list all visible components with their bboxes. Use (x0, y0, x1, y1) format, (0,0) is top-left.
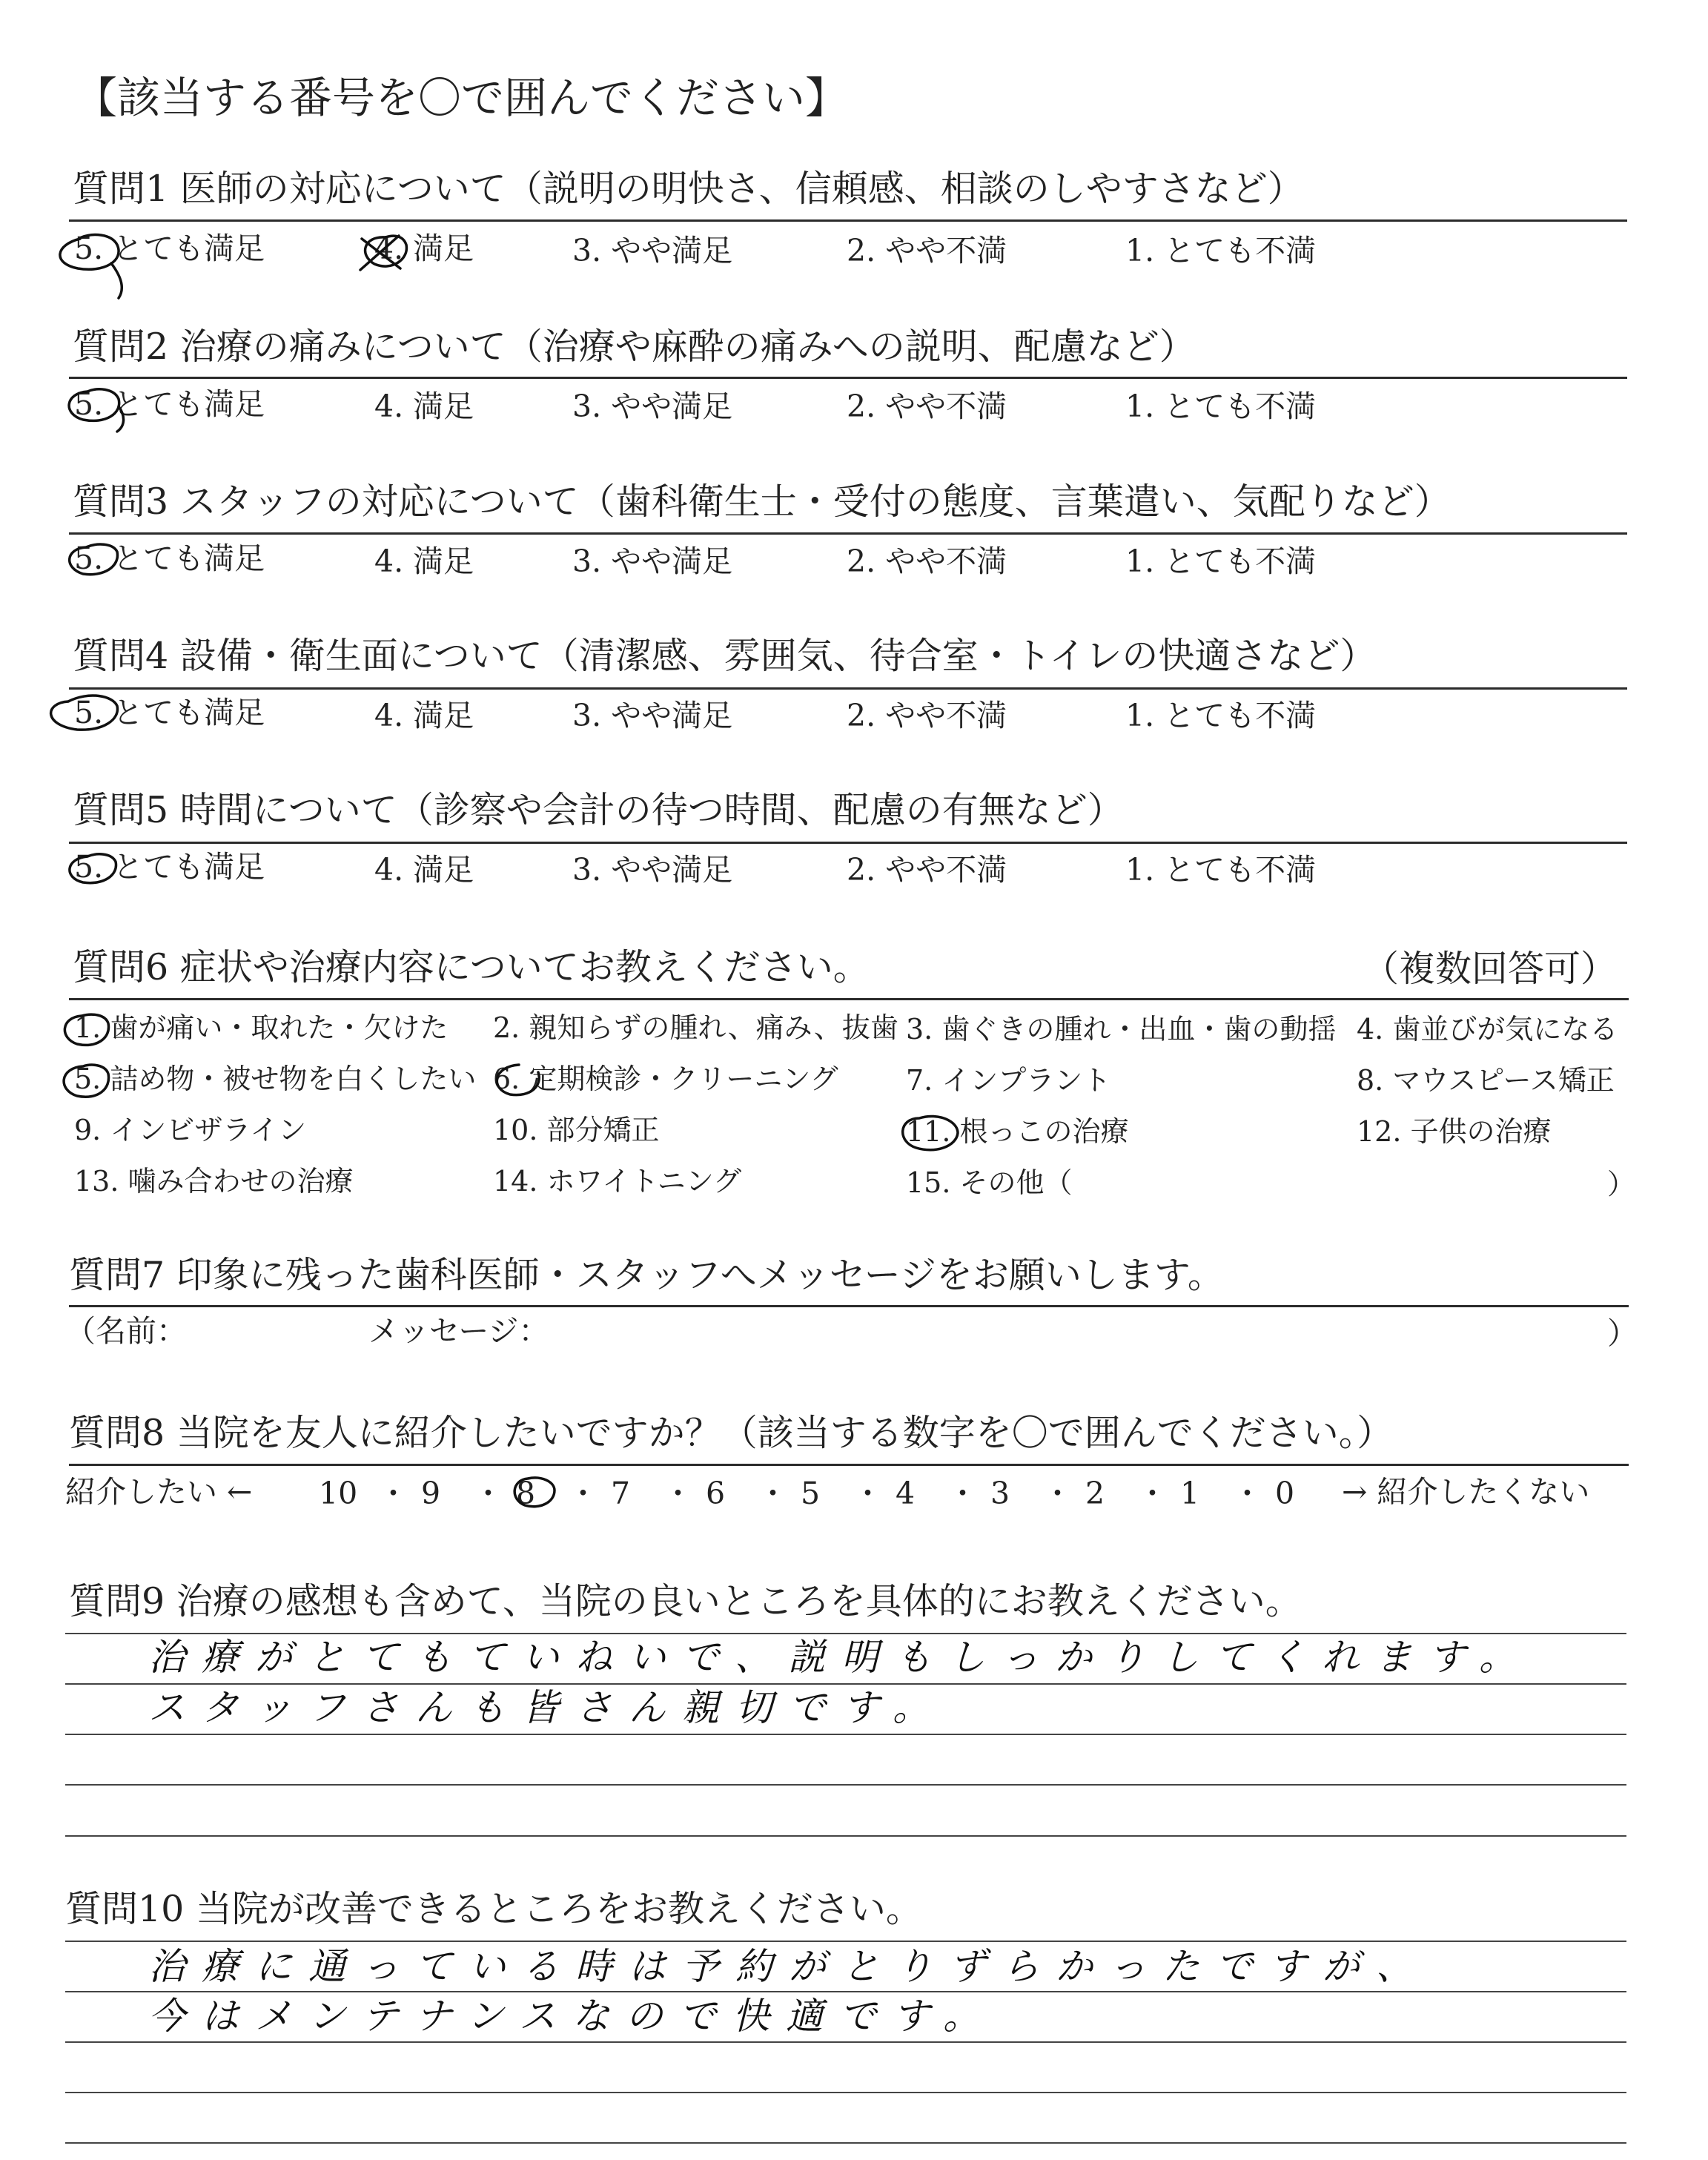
q6-circle-1 (64, 1014, 108, 1045)
q3-option-2[interactable]: 2. やや不満 (847, 544, 1007, 579)
q8-right-label: → 紹介したくない (1342, 1474, 1590, 1510)
q8-scale-separator: ・ (1042, 1476, 1073, 1511)
q2-option-4[interactable]: 4. 満足 (374, 389, 474, 424)
q8-scale-2[interactable]: 2 (1085, 1476, 1105, 1511)
q6-note: （複数回答可） (1363, 948, 1618, 990)
q4-option-5[interactable]: 5. とても満足 (74, 695, 265, 730)
q6-option-11[interactable]: 11. 根っこの治療 (906, 1115, 1129, 1148)
q3-label: 質問3 スタッフの対応について（歯科衛生士・受付の態度、言葉遣い、気配りなど） (73, 480, 1451, 523)
q8-scale-9[interactable]: 9 (421, 1476, 441, 1511)
q9-answer-line-1: 治療がとてもていねいで、説明もしっかりしてくれます。 (148, 1636, 1532, 1679)
q8-circle-8 (514, 1476, 555, 1511)
q5-option-1[interactable]: 1. とても不満 (1125, 852, 1317, 888)
q6-option-10[interactable]: 10. 部分矯正 (493, 1114, 660, 1146)
q6-option-9[interactable]: 9. インビザライン (74, 1114, 307, 1146)
q6-option-6[interactable]: 6. 定期検診・クリーニング (493, 1063, 838, 1095)
q1-circle-5 (60, 235, 122, 298)
q6-circle-11 (903, 1116, 958, 1149)
q10-answer-line-1: 治療に通っている時は予約がとりずらかったですが、 (148, 1945, 1429, 1988)
q7-label: 質問7 印象に残った歯科医師・スタッフへメッセージをお願いします。 (69, 1254, 1224, 1296)
q6-option-7[interactable]: 7. インプラント (906, 1064, 1111, 1097)
q2-option-2[interactable]: 2. やや不満 (847, 389, 1007, 424)
q5-option-2[interactable]: 2. やや不満 (847, 852, 1007, 888)
q8-scale-separator: ・ (947, 1476, 978, 1511)
q8-scale-1[interactable]: 1 (1180, 1476, 1200, 1511)
q3-option-4[interactable]: 4. 満足 (374, 544, 474, 579)
q5-label: 質問5 時間について（診察や会計の待つ時間、配慮の有無など） (73, 789, 1124, 831)
q5-circle-5 (70, 854, 116, 883)
q7-message-label: メッセージ： (368, 1313, 549, 1349)
q4-circle-5 (51, 696, 118, 730)
q5-option-4[interactable]: 4. 満足 (374, 852, 474, 888)
q6-option-5[interactable]: 5. 詰め物・被せ物を白くしたい (74, 1063, 477, 1095)
q9-answer-line-2: スタッフさんも皆さん親切です。 (148, 1686, 946, 1729)
q10-answer-line-2: 今はメンテナンスなので快適です。 (148, 1995, 996, 2038)
q3-option-1[interactable]: 1. とても不満 (1125, 544, 1317, 579)
q6-circle-5 (64, 1065, 108, 1097)
q4-option-1[interactable]: 1. とても不満 (1125, 698, 1317, 733)
q8-scale-0[interactable]: 0 (1275, 1476, 1295, 1511)
q6-option-3[interactable]: 3. 歯ぐきの腫れ・出血・歯の動揺 (906, 1013, 1337, 1046)
q5-option-5[interactable]: 5. とても満足 (74, 849, 265, 885)
q1-option-3[interactable]: 3. やや満足 (572, 233, 733, 268)
q2-option-3[interactable]: 3. やや満足 (572, 389, 733, 424)
q2-circle-5 (69, 389, 123, 432)
q8-scale-separator: ・ (1137, 1476, 1168, 1511)
q4-option-2[interactable]: 2. やや不満 (847, 698, 1007, 733)
q6-circle-6 (497, 1065, 539, 1095)
q2-option-1[interactable]: 1. とても不満 (1125, 389, 1317, 424)
q6-option-8[interactable]: 8. マウスピース矯正 (1357, 1064, 1615, 1097)
q8-label: 質問8 当院を友人に紹介したいですか？（該当する数字を〇で囲んでください。） (69, 1412, 1394, 1454)
q6-option-1[interactable]: 1. 歯が痛い・取れた・欠けた (74, 1011, 448, 1044)
q2-option-5[interactable]: 5. とても満足 (74, 386, 265, 422)
q4-label: 質問4 設備・衛生面について（清潔感、雰囲気、待合室・トイレの快適さなど） (73, 635, 1377, 677)
q1-option-1[interactable]: 1. とても不満 (1125, 233, 1317, 268)
q6-other-close: ） (1607, 1168, 1636, 1200)
q10-label: 質問10 当院が改善できるところをお教えください。 (65, 1888, 922, 1930)
q8-scale-4[interactable]: 4 (896, 1476, 916, 1511)
q2-label: 質問2 治療の痛みについて（治療や麻酔の痛みへの説明、配慮など） (73, 326, 1196, 368)
q7-name-label: （名前： (65, 1313, 187, 1349)
page-title: 【該当する番号を〇で囲んでください】 (74, 73, 849, 123)
q3-option-5[interactable]: 5. とても満足 (74, 541, 265, 576)
q1-circle-4 (365, 236, 407, 266)
q8-scale-separator: ・ (758, 1476, 788, 1511)
q3-circle-5 (70, 544, 118, 575)
q8-scale-separator: ・ (378, 1476, 408, 1511)
q5-option-3[interactable]: 3. やや満足 (572, 852, 733, 888)
q8-scale-separator: ・ (853, 1476, 883, 1511)
q6-option-15[interactable]: 15. その他（ (906, 1166, 1073, 1199)
q3-option-3[interactable]: 3. やや満足 (572, 544, 733, 579)
q1-option-4[interactable]: 4. 満足 (374, 231, 474, 266)
q8-scale-separator: ・ (1232, 1476, 1262, 1511)
q8-left-label: 紹介したい ← (65, 1474, 253, 1510)
q6-option-4[interactable]: 4. 歯並びが気になる (1357, 1013, 1618, 1046)
q8-scale-8[interactable]: 8 (516, 1476, 536, 1511)
q6-option-12[interactable]: 12. 子供の治療 (1357, 1115, 1552, 1148)
q9-label: 質問9 治療の感想も含めて、当院の良いところを具体的にお教えください。 (69, 1580, 1302, 1622)
q8-scale-10[interactable]: 10 (319, 1476, 358, 1511)
q1-option-2[interactable]: 2. やや不満 (847, 233, 1007, 268)
q8-scale-separator: ・ (663, 1476, 693, 1511)
q8-scale-5[interactable]: 5 (801, 1476, 821, 1511)
q6-label: 質問6 症状や治療内容についてお教えください。 (73, 946, 870, 988)
q6-option-14[interactable]: 14. ホワイトニング (493, 1165, 742, 1198)
q8-scale-7[interactable]: 7 (611, 1476, 631, 1511)
q8-scale-3[interactable]: 3 (990, 1476, 1010, 1511)
q6-option-13[interactable]: 13. 噛み合わせの治療 (74, 1165, 354, 1198)
q1-label: 質問1 医師の対応について（説明の明快さ、信頼感、相談のしやすさなど） (73, 168, 1304, 210)
q4-option-3[interactable]: 3. やや満足 (572, 698, 733, 733)
q8-scale-separator: ・ (568, 1476, 598, 1511)
q7-close: ） (1607, 1315, 1638, 1351)
q4-option-4[interactable]: 4. 満足 (374, 698, 474, 733)
q6-option-2[interactable]: 2. 親知らずの腫れ、痛み、抜歯 (493, 1011, 898, 1044)
q8-scale-6[interactable]: 6 (706, 1476, 726, 1511)
q1-option-5[interactable]: 5. とても満足 (74, 231, 265, 266)
q8-scale-separator: ・ (473, 1476, 503, 1511)
